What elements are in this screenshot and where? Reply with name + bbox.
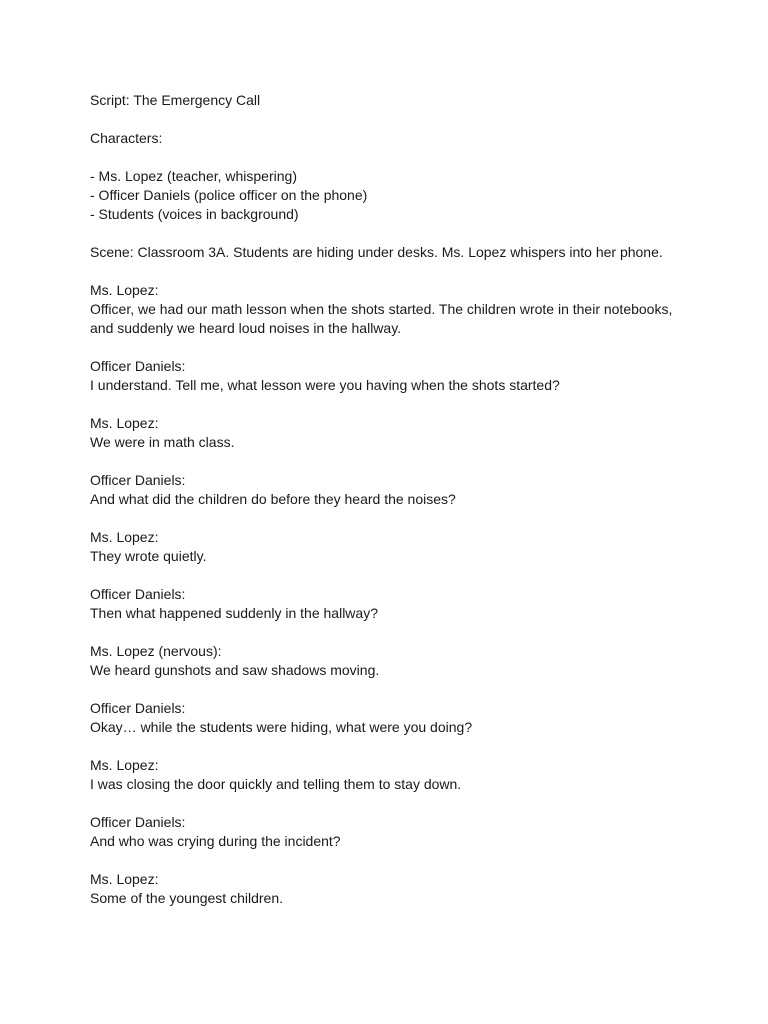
spacer <box>90 224 690 243</box>
spacer <box>90 566 690 585</box>
character-item: - Students (voices in background) <box>90 206 299 222</box>
character-item: - Ms. Lopez (teacher, whispering) <box>90 168 297 184</box>
character-item: - Officer Daniels (police officer on the phone) <box>90 187 368 203</box>
dialogue-line: They wrote quietly. <box>90 548 207 564</box>
dialogue-block <box>90 528 690 566</box>
dialogue-block <box>90 471 690 509</box>
speaker-name: Ms. Lopez: <box>90 529 159 545</box>
dialogue-block <box>90 870 690 908</box>
spacer <box>90 794 690 813</box>
spacer <box>90 851 690 870</box>
dialogue-line: Then what happened suddenly in the hallway? <box>90 605 378 621</box>
dialogue-line: Officer, we had our math lesson when the shots started. The children wrote in their notebooks, <box>90 301 673 317</box>
dialogue-block <box>90 642 690 680</box>
speaker-name: Officer Daniels: <box>90 472 186 488</box>
dialogue-block <box>90 699 690 737</box>
spacer <box>90 110 690 129</box>
script-document <box>90 91 690 908</box>
spacer <box>90 148 690 167</box>
speaker-name: Ms. Lopez: <box>90 757 159 773</box>
spacer <box>90 509 690 528</box>
dialogue-line: And what did the children do before they heard the noises? <box>90 491 456 507</box>
speaker-name: Ms. Lopez: <box>90 871 159 887</box>
dialogue-line: We heard gunshots and saw shadows moving. <box>90 662 380 678</box>
dialogue-block <box>90 756 690 794</box>
dialogue-line: Okay… while the students were hiding, what were you doing? <box>90 719 473 735</box>
document-title: Script: The Emergency Call <box>90 92 261 108</box>
dialogue-line: And who was crying during the incident? <box>90 833 341 849</box>
speaker-name: Ms. Lopez: <box>90 415 159 431</box>
dialogue-line: Some of the youngest children. <box>90 890 284 906</box>
spacer <box>90 262 690 281</box>
spacer <box>90 338 690 357</box>
dialogue-line: I was closing the door quickly and telling them to stay down. <box>90 776 462 792</box>
speaker-name: Officer Daniels: <box>90 358 186 374</box>
speaker-name: Officer Daniels: <box>90 586 186 602</box>
dialogue-block <box>90 414 690 452</box>
scene-description: Scene: Classroom 3A. Students are hiding under desks. Ms. Lopez whispers into her phone. <box>90 244 663 260</box>
dialogue-block <box>90 357 690 395</box>
dialogue-line: I understand. Tell me, what lesson were you having when the shots started? <box>90 377 560 393</box>
spacer <box>90 680 690 699</box>
dialogue-line: and suddenly we heard loud noises in the hallway. <box>90 320 402 336</box>
spacer <box>90 737 690 756</box>
spacer <box>90 623 690 642</box>
dialogue-line: We were in math class. <box>90 434 235 450</box>
speaker-name: Officer Daniels: <box>90 814 186 830</box>
speaker-name: Officer Daniels: <box>90 700 186 716</box>
dialogue-block <box>90 281 690 338</box>
speaker-name: Ms. Lopez (nervous): <box>90 643 222 659</box>
speaker-name: Ms. Lopez: <box>90 282 159 298</box>
spacer <box>90 452 690 471</box>
dialogue-block <box>90 585 690 623</box>
characters-heading: Characters: <box>90 130 163 146</box>
spacer <box>90 395 690 414</box>
dialogue-block <box>90 813 690 851</box>
